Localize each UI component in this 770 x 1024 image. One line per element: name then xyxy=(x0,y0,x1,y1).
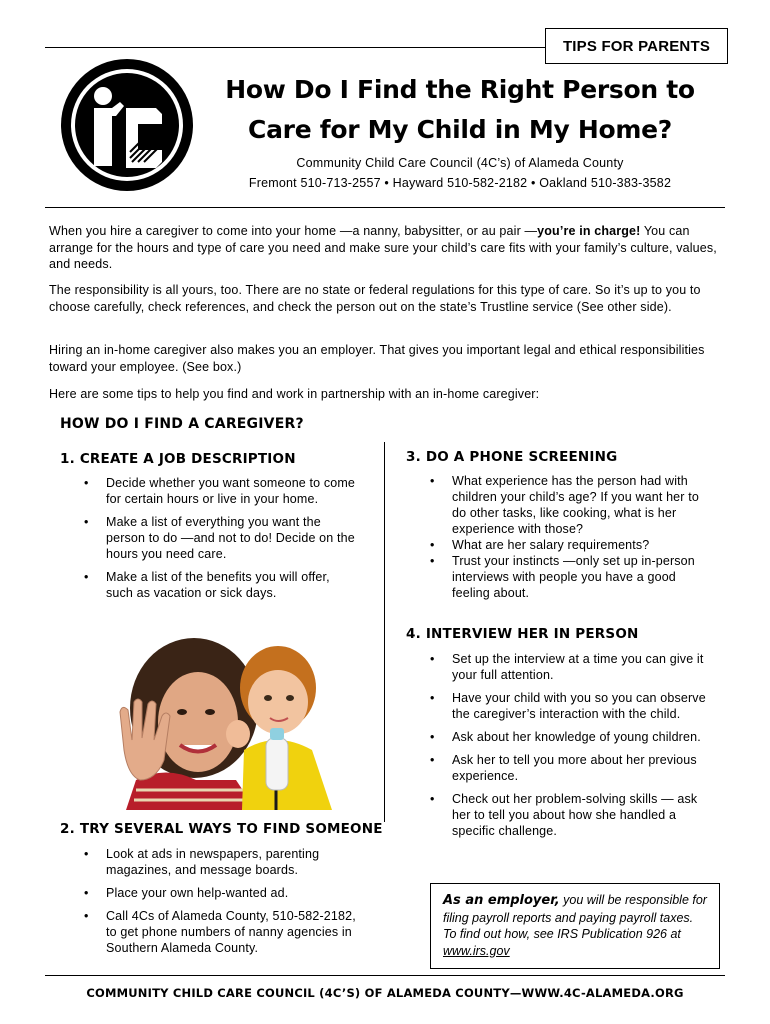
intro-paragraph-1 xyxy=(49,223,719,273)
employer-callout-lead: As an employer, xyxy=(443,893,560,908)
list-item: • Check out her problem-solving skills — ask her to tell you about how she handled a specific challenge. xyxy=(430,791,715,839)
section-3-list xyxy=(430,473,715,601)
organization-name: Community Child Care Council (4C’s) of Alameda County xyxy=(296,156,624,170)
column-divider xyxy=(384,442,385,822)
section-1-heading: 1. CREATE A JOB DESCRIPTION xyxy=(60,451,296,467)
list-item: • Look at ads in newspapers, parenting magazines, and message boards. xyxy=(84,846,359,878)
intro-p1-text-continued: You can arrange for the hours and type of care you need and make sure your child’s care fits with your family’s culture, values, and needs. xyxy=(49,224,717,271)
tips-for-parents-badge: TIPS FOR PARENTS xyxy=(545,28,728,64)
list-item: • Set up the interview at a time you can give it your full attention. xyxy=(430,651,715,683)
employer-callout-text: you will be responsible for filing payroll reports and paying payroll taxes. To find out how, see IRS Publication 926 at xyxy=(443,893,707,941)
office-phone-numbers: Fremont 510-713-2557 • Hayward 510-582-2182 • Oakland 510-383-3582 xyxy=(248,176,672,190)
header-rule xyxy=(45,207,725,208)
list-item: • Make a list of everything you want the person to do —and not to do! Decide on the hours you need care. xyxy=(84,514,359,562)
list-item: • Have your child with you so you can observe the caregiver’s interaction with the child. xyxy=(430,690,715,722)
intro-paragraph-2: The responsibility is all yours, too. There are no state or federal regulations for this type of care. So it’s up to you to choose carefully, check references, and check the person out on the state’s Trustline service (See other side). xyxy=(49,283,701,314)
footer-rule xyxy=(45,975,725,976)
employer-callout-box xyxy=(430,883,720,969)
list-item: • Call 4Cs of Alameda County, 510-582-2182, to get phone numbers of nanny agencies in Southern Alameda County. xyxy=(84,908,359,956)
intro-paragraph-3: Hiring an in-home caregiver also makes you an employer. That gives you important legal and ethical responsibilities toward your employee. (See box.) xyxy=(49,343,705,374)
caregiver-with-child-photo xyxy=(106,630,358,810)
section-3-heading: 3. DO A PHONE SCREENING xyxy=(406,449,618,465)
4c-logo-icon xyxy=(60,58,195,193)
list-item: • Decide whether you want someone to come for certain hours or live in your home. xyxy=(84,475,359,507)
intro-paragraph-4: Here are some tips to help you find and work in partnership with an in-home caregiver: xyxy=(49,387,540,401)
section-1-list xyxy=(84,475,359,601)
list-item: • Trust your instincts —only set up in-person interviews with people you have a good feeling about. xyxy=(430,553,715,601)
intro-p1-text: When you hire a caregiver to come into your home —a nanny, babysitter, or au pair — xyxy=(49,224,538,238)
list-item: • Ask her to tell you more about her previous experience. xyxy=(430,752,715,784)
intro-p1-emphasis: you’re in charge! xyxy=(537,224,641,238)
top-rule xyxy=(45,47,545,48)
list-item: • Place your own help-wanted ad. xyxy=(84,885,359,901)
title-line-2: Care for My Child in My Home? xyxy=(248,115,672,144)
footer-text: COMMUNITY CHILD CARE COUNCIL (4C’S) OF ALAMEDA COUNTY—WWW.4C-ALAMEDA.ORG xyxy=(86,986,684,1000)
section-2-heading: 2. TRY SEVERAL WAYS TO FIND SOMEONE xyxy=(60,821,383,837)
list-item: • Ask about her knowledge of young children. xyxy=(430,729,715,745)
section-4-heading: 4. INTERVIEW HER IN PERSON xyxy=(406,626,639,642)
list-item: • Make a list of the benefits you will offer, such as vacation or sick days. xyxy=(84,569,359,601)
page-title xyxy=(200,70,720,150)
list-item: • What experience has the person had with children your child’s age? If you want her to do other tasks, like cooking, what is her experience with those? xyxy=(430,473,715,537)
title-line-1: How Do I Find the Right Person to xyxy=(225,75,695,104)
irs-link[interactable]: www.irs.gov xyxy=(443,943,510,958)
section-4-list xyxy=(430,651,715,839)
list-item: • What are her salary requirements? xyxy=(430,537,715,553)
main-heading: HOW DO I FIND A CAREGIVER? xyxy=(60,416,304,432)
section-2-list xyxy=(84,846,359,956)
